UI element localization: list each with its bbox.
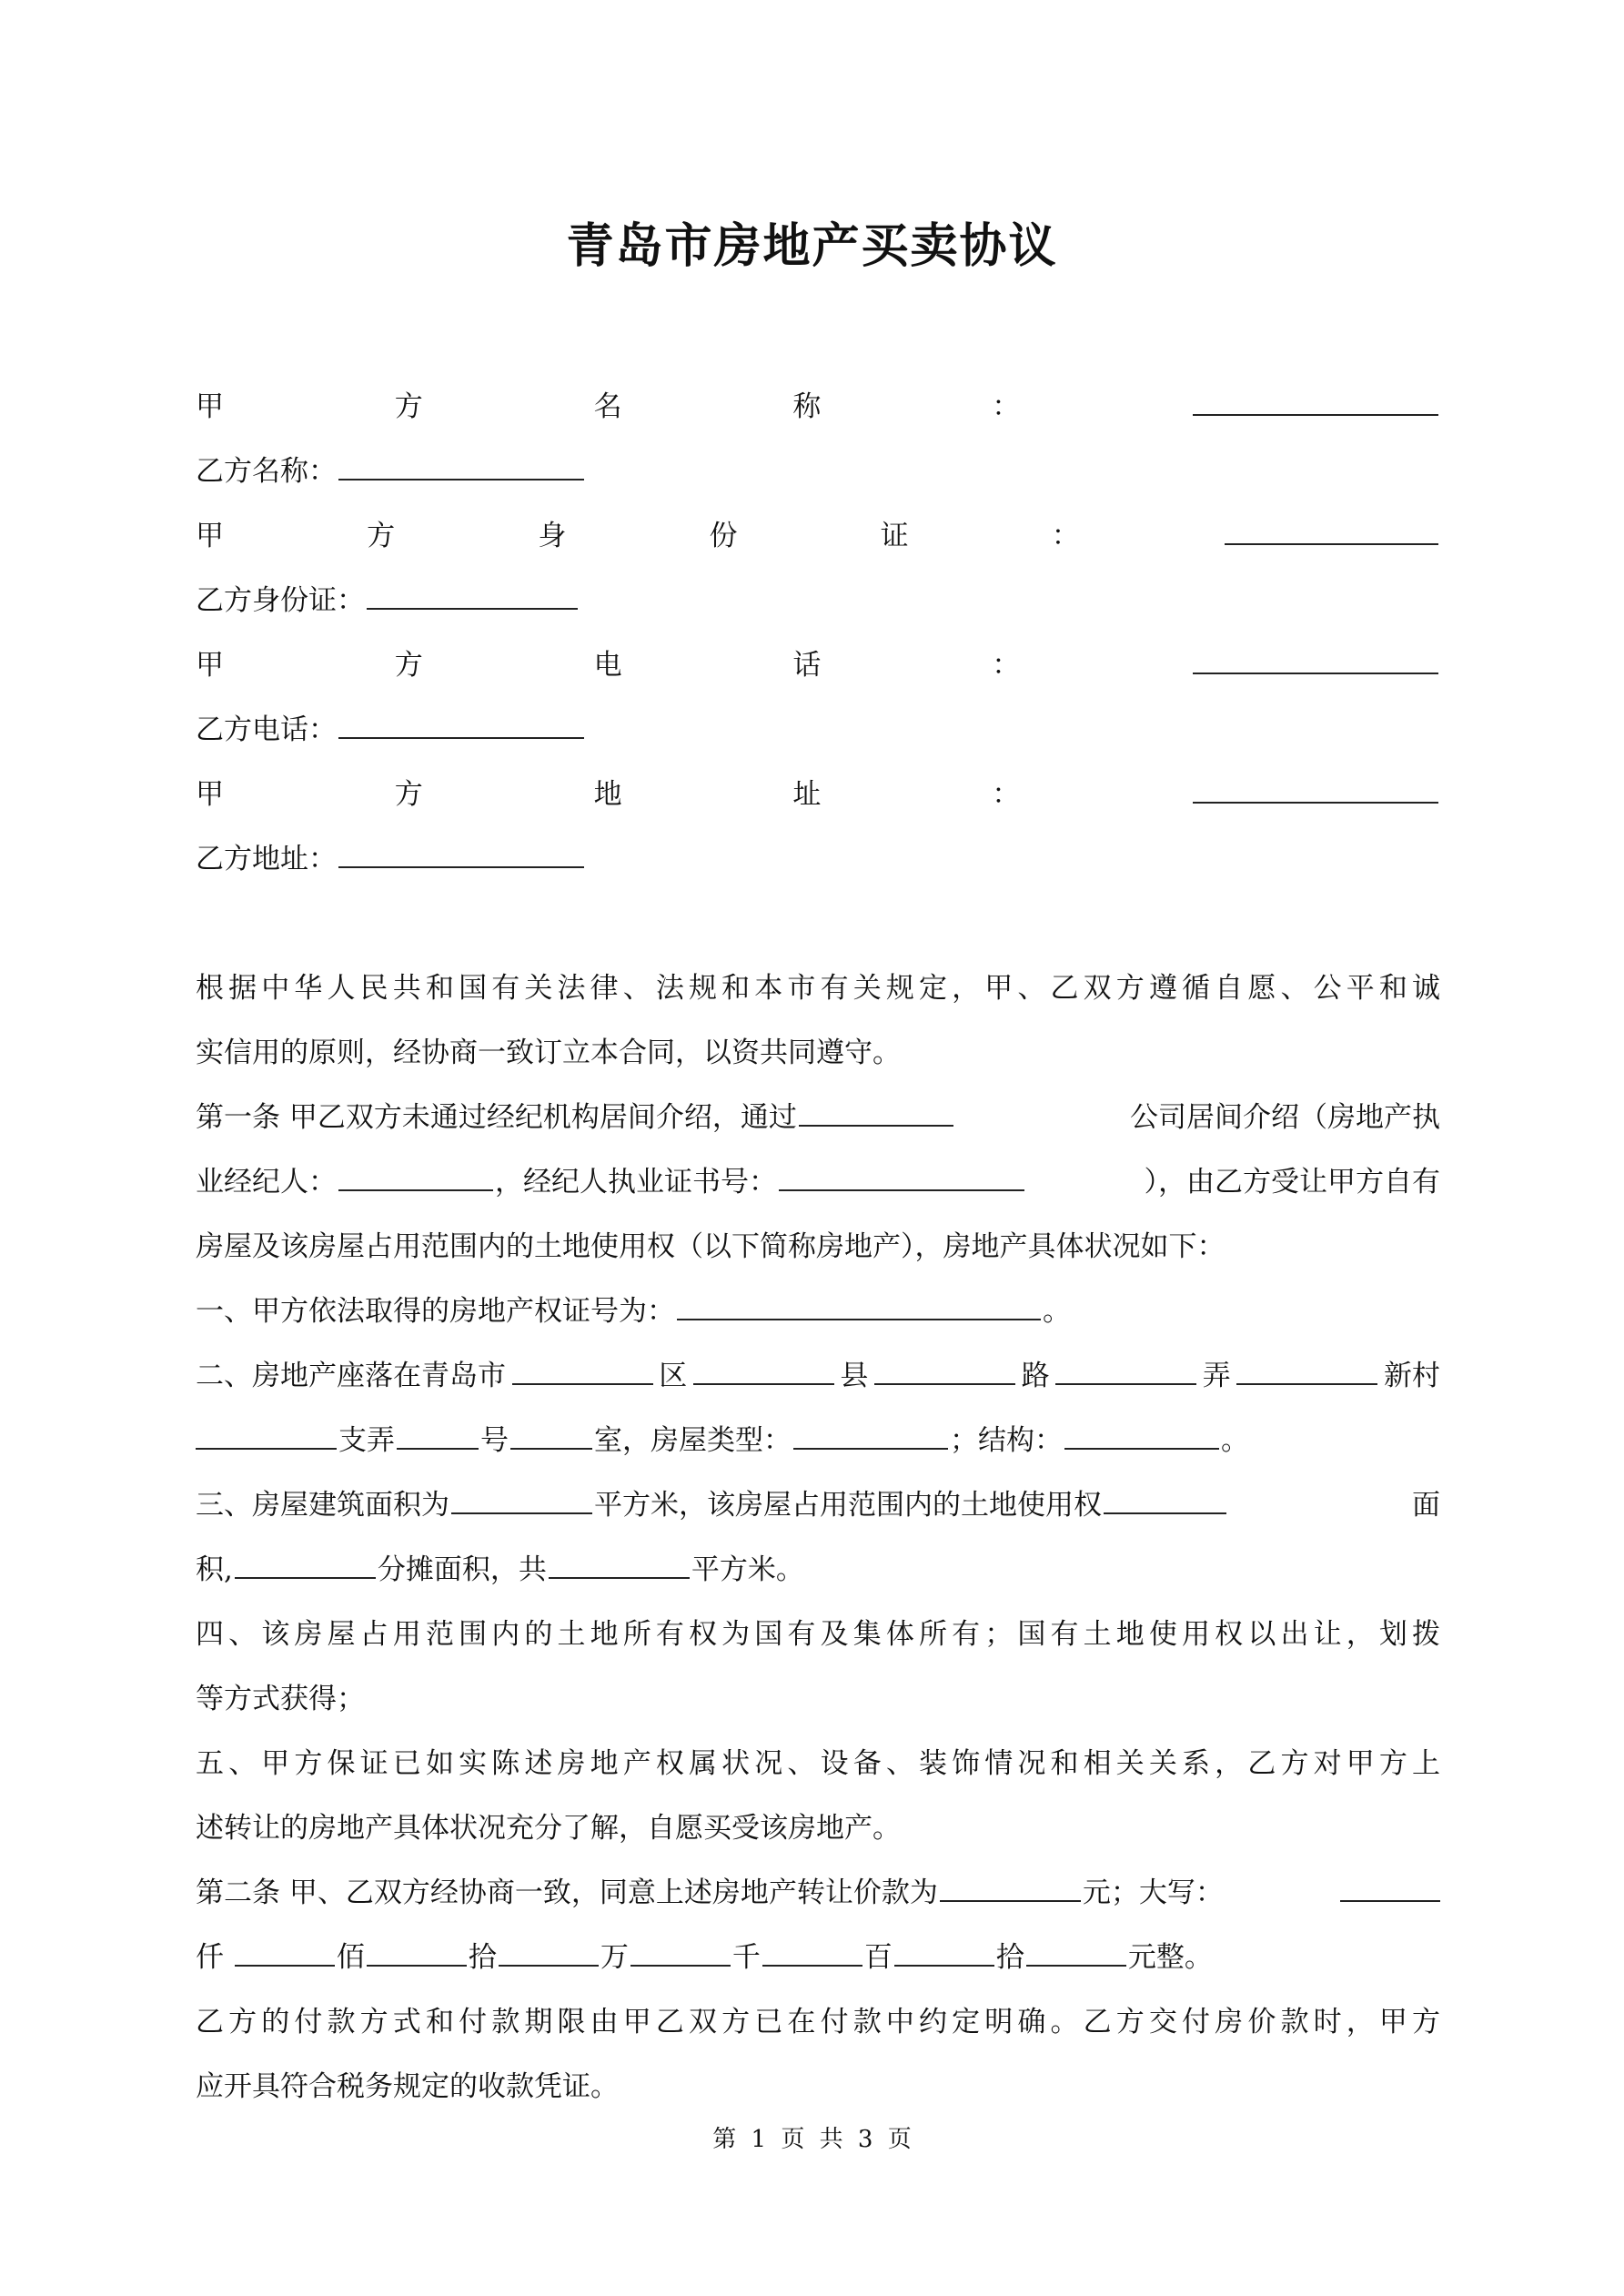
amount-unit: 拾 [468,1941,497,1974]
label-char: 甲 [196,390,224,423]
item2-line [196,1414,1440,1479]
amount-field[interactable] [894,1934,994,1967]
party-a-address-field[interactable] [1193,771,1438,804]
party-b-phone-row [196,703,1440,768]
item2-text: 县 [840,1360,869,1392]
price-words-field[interactable] [1340,1869,1440,1902]
item2-text: 支弄 [338,1424,395,1457]
room-field[interactable] [510,1417,592,1450]
land-area-field[interactable] [235,1546,376,1579]
land-use-field[interactable] [1104,1482,1226,1514]
road-field[interactable] [874,1352,1015,1385]
item2-line [196,1350,1440,1414]
party-b-address-label: 乙方地址： [196,843,337,875]
label-char: 证 [880,520,909,552]
village-field[interactable] [1236,1352,1377,1385]
party-b-name-label: 乙方名称： [196,455,337,488]
amount-field[interactable] [235,1934,335,1967]
article2-text: 第二条 甲、乙双方经协商一致，同意上述房地产转让价款为 [196,1876,938,1909]
shared-area-field[interactable] [549,1546,690,1579]
label-char: 称 [792,390,822,423]
item3-line [196,1543,1440,1608]
item2-text: ；结构： [950,1424,1063,1457]
article1-line: 房屋及该房屋占用范围内的土地使用权（以下简称房地产），房地产具体状况如下： [196,1230,1226,1263]
item1-text: 一、甲方依法取得的房地产权证号为： [196,1295,675,1328]
party-b-name-field[interactable] [338,448,584,480]
party-b-address-row [196,833,1440,897]
article1-text: 第一条 甲乙双方未通过经纪机构居间介绍，通过 [196,1101,797,1134]
item3-text: 三、房屋建筑面积为 [196,1489,449,1522]
label-char: 方 [367,520,396,552]
party-b-id-field[interactable] [367,577,578,610]
document-body [196,380,1440,2125]
item2-text: 新村 [1383,1360,1440,1392]
amount-unit: 千 [731,1941,761,1974]
article1-text: ），由乙方受让甲方自有 [1144,1166,1440,1199]
item3-text: 面 [1412,1489,1440,1522]
article1-text: ，经纪人执业证书号： [495,1166,777,1199]
agency-company-field[interactable] [799,1094,953,1127]
item2-text: 。 [1221,1424,1249,1457]
preamble-line: 根据中华人民共和国有关法律、法规和本市有关规定，甲、乙双方遵循自愿、公平和诚 [196,972,1440,1005]
party-b-address-field[interactable] [338,835,584,868]
article1-text: 业经纪人： [196,1166,337,1199]
item2-text: 二、房地产座落在青岛市 [196,1360,506,1392]
item2-text: 区 [659,1360,688,1392]
amount-unit: 元整。 [1127,1941,1213,1974]
party-b-phone-label: 乙方电话： [196,713,337,746]
payment-line: 应开具符合税务规定的收款凭证。 [196,2070,619,2103]
preamble-line: 实信用的原则，经协商一致订立本合同，以资共同遵守。 [196,1037,901,1069]
label-char: 址 [792,778,822,811]
label-char: ： [992,778,1021,811]
label-char: ： [1051,520,1080,552]
item3-line [196,1479,1440,1543]
amount-unit: 百 [863,1941,893,1974]
amount-unit: 万 [600,1941,629,1974]
article1-line [196,1091,1440,1156]
article2-text: 元；大写： [1082,1876,1224,1909]
structure-field[interactable] [1064,1417,1219,1450]
label-char: 身 [538,520,567,552]
item2-text: 路 [1021,1360,1050,1392]
party-a-address-row [196,768,1440,833]
label-char: 方 [394,390,423,423]
party-a-id-row [196,510,1440,574]
amount-unit: 拾 [995,1941,1024,1974]
lane-field[interactable] [1055,1352,1196,1385]
amount-field[interactable] [367,1934,467,1967]
sub-lane-field[interactable] [196,1417,337,1450]
county-field[interactable] [693,1352,834,1385]
item5-line: 述转让的房地产具体状况充分了解，自愿买受该房地产。 [196,1812,901,1845]
house-type-field[interactable] [793,1417,948,1450]
amount-field[interactable] [762,1934,862,1967]
label-char: 方 [394,778,423,811]
label-char: 份 [709,520,738,552]
property-cert-field[interactable] [677,1288,1041,1320]
spacer [196,897,1440,962]
label-char: 话 [792,649,822,682]
amount-field[interactable] [1026,1934,1126,1967]
payment-line: 乙方的付款方式和付款期限由甲乙双方已在付款中约定明确。乙方交付房价款时，甲方 [196,2006,1440,2038]
item5-line: 五、甲方保证已如实陈述房地产权属状况、设备、装饰情况和相关关系，乙方对甲方上 [196,1747,1440,1780]
label-char: 甲 [196,520,224,552]
item1-text: 。 [1043,1295,1071,1328]
label-char: 地 [593,778,622,811]
party-a-name-field[interactable] [1193,383,1438,416]
party-b-id-label: 乙方身份证： [196,584,365,617]
amount-unit: 佰 [336,1941,365,1974]
label-char: 名 [593,390,622,423]
agent-name-field[interactable] [338,1158,493,1191]
party-a-name-row [196,380,1440,445]
party-b-name-row [196,445,1440,510]
label-char: 甲 [196,778,224,811]
party-b-id-row [196,574,1440,639]
label-char: 电 [593,649,622,682]
item1-line [196,1285,1440,1350]
amount-unit: 仟 [196,1941,224,1974]
item3-text: 分摊面积，共 [377,1553,547,1586]
building-area-field[interactable] [451,1482,592,1514]
article2-line [196,1866,1440,1931]
amount-field[interactable] [630,1934,731,1967]
article2-line [196,1931,1440,1996]
party-a-phone-field[interactable] [1193,642,1438,674]
party-a-id-field[interactable] [1225,512,1438,545]
item3-text: 平方米，该房屋占用范围内的土地使用权 [594,1489,1102,1522]
item2-text: 弄 [1202,1360,1231,1392]
label-char: 方 [394,649,423,682]
item2-text: 号 [480,1424,509,1457]
number-field[interactable] [397,1417,479,1450]
item4-line: 四、该房屋占用范围内的土地所有权为国有及集体所有；国有土地使用权以出让，划拨 [196,1618,1440,1651]
district-field[interactable] [512,1352,653,1385]
party-a-phone-row [196,639,1440,703]
party-b-phone-field[interactable] [338,706,584,739]
item4-line: 等方式获得； [196,1683,365,1715]
article1-line [196,1156,1440,1220]
agent-license-field[interactable] [779,1158,1024,1191]
item2-text: 室，房屋类型： [594,1424,792,1457]
item3-text: 积, [196,1553,233,1586]
item3-text: 平方米。 [691,1553,804,1586]
label-char: ： [992,390,1021,423]
article1-text: 公司居间介绍（房地产执 [1130,1101,1440,1134]
label-char: ： [992,649,1021,682]
amount-field[interactable] [499,1934,599,1967]
page-footer: 第 1 页 共 3 页 [712,2126,912,2153]
label-char: 甲 [196,649,224,682]
price-field[interactable] [940,1869,1081,1902]
document-title: 青岛市房地产买卖协议 [566,219,1058,274]
